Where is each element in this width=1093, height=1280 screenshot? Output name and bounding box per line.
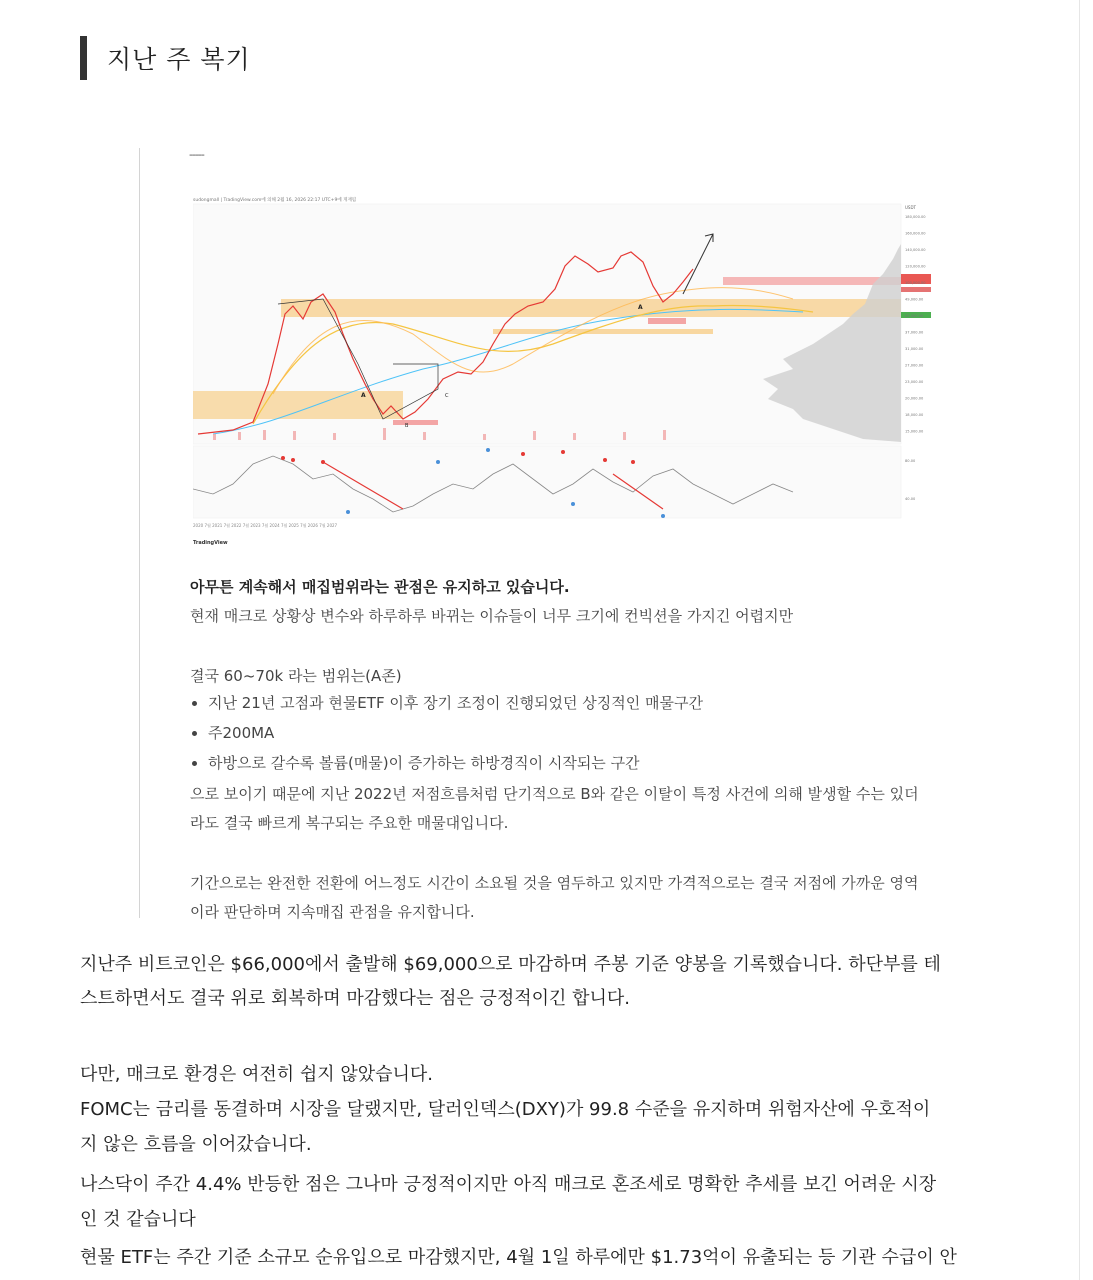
quote-bullet-3: • 하방으로 갈수록 볼륨(매물)이 증가하는 하방경직이 시작되는 구간 [208,748,703,778]
red-box-2 [393,420,438,425]
body-paragraph-1b: 스트하면서도 결국 위로 회복하며 마감했다는 점은 긍정적이긴 합니다. [80,988,631,1009]
price-axis-tick: 37,000.00 [905,330,924,335]
red-box [648,318,686,324]
quote-line-3: 으로 보이기 때문에 지난 2022년 저점흐름처럼 단기적으로 B와 같은 이탈이 특정 사건에 의해 발생할 수는 있더 [190,785,919,803]
quote-line-2: 결국 60~70k 라는 범위는(A존) [190,667,402,685]
price-axis-tick: 180,000.00 [905,215,926,219]
quote-bullet-list [190,688,703,778]
quote-bold-line: 아무튼 계속해서 매집범위라는 관점은 유지하고 있습니다. [190,578,570,596]
body-paragraph-4a: 나스닥이 주간 4.4% 반등한 점은 그나마 긍정적이지만 아직 매크로 혼조세로 명확한 추세를 보긴 어려운 시장 [80,1174,937,1195]
rsi-axis-tick: 40.00 [905,497,916,501]
price-axis-tick: 43,000.00 [905,314,924,318]
price-axis-tick: 140,000.00 [905,248,926,252]
quote-line-4: 라도 결국 빠르게 복구되는 주요한 매물대입니다. [190,814,509,832]
price-axis-tick: 23,000.00 [905,380,924,384]
price-axis-tick: 49,000.00 [905,297,924,302]
price-axis-tick: 100,000.00 [905,281,926,285]
price-axis-tick: 31,000.00 [905,347,924,351]
price-axis-tick: 20,000.00 [905,396,924,401]
quote-bullet-2: • 주200MA [208,718,703,748]
quote-line-6: 이라 판단하며 지속매집 관점을 유지합니다. [190,903,475,921]
quote-bullet-1: • 지난 21년 고점과 현물ETF 이후 장기 조정이 진행되었던 상징적인 매물구간 [208,688,703,718]
rsi-axis-tick: 80.00 [905,459,916,463]
price-axis-tick: 18,000.00 [905,413,924,417]
svg-text:2020 7월 2021 7월 20: 2020 7월 2021 7월 2022 7월 2023 7월 2024 7월 2025 7월 2026 7월 2027 [193,523,338,528]
quote-line-1: 현재 매크로 상황상 변수와 하루하루 바뀌는 이슈들이 너무 크기에 컨빅션을 가지긴 어렵지만 [190,607,794,625]
body-paragraph-1a: 지난주 비트코인은 $66,000에서 출발해 $69,000으로 마감하며 주봉 기준 양봉을 기록했습니다. 하단부를 테 [80,954,941,975]
quote-block [139,148,940,921]
body-paragraph-4b: 인 것 같습니다 [80,1209,196,1230]
section-title: 지난 주 복기 [107,45,251,74]
body-paragraph-5: 현물 ETF는 주간 기준 소규모 순유입으로 마감했지만, 4월 1일 하루에만 $1.73억이 유출되는 등 기관 수급이 안 [80,1247,957,1268]
a-zone-upper [281,299,901,317]
price-axis-tick: 15,000.00 [905,429,924,434]
body-paragraph-3a: FOMC는 금리를 동결하며 시장을 달랬지만, 달러인덱스(DXY)가 99.8 수준을 유지하며 위험자산에 우호적이 [80,1099,931,1120]
body-paragraph-3b: 지 않은 흐름을 이어갔습니다. [80,1134,312,1155]
tradingview-chart-image [193,194,933,674]
chart-label-a1: A [361,392,366,399]
chart-header-line: sudongmall | TradingView.com에 의해 2월 16, 2026 22:17 UTC+9에 게재됨 [193,198,357,203]
minor-zone [493,329,713,334]
chart-label-b: B [405,423,409,429]
chart-label-a2: A [638,304,643,311]
right-border-line [1079,0,1080,1280]
chart-label-c: C [445,393,449,399]
price-axis-tick: 120,000.00 [905,264,926,269]
price-axis-tick: 27,000.00 [905,363,924,368]
quote-dashes: ----- [189,148,204,161]
section-heading [80,36,251,80]
body-paragraph-2: 다만, 매크로 환경은 여전히 쉽지 않았습니다. [80,1064,434,1085]
tradingview-logo: TradingView [193,540,228,546]
quote-line-5: 기간으로는 완전한 전환에 어느정도 시간이 소요될 것을 염두하고 있지만 가격적으로는 결국 저점에 가까운 영역 [190,874,919,892]
chart-quote-badge: USDT [905,205,916,210]
price-axis-tick: 160,000.00 [905,231,926,236]
